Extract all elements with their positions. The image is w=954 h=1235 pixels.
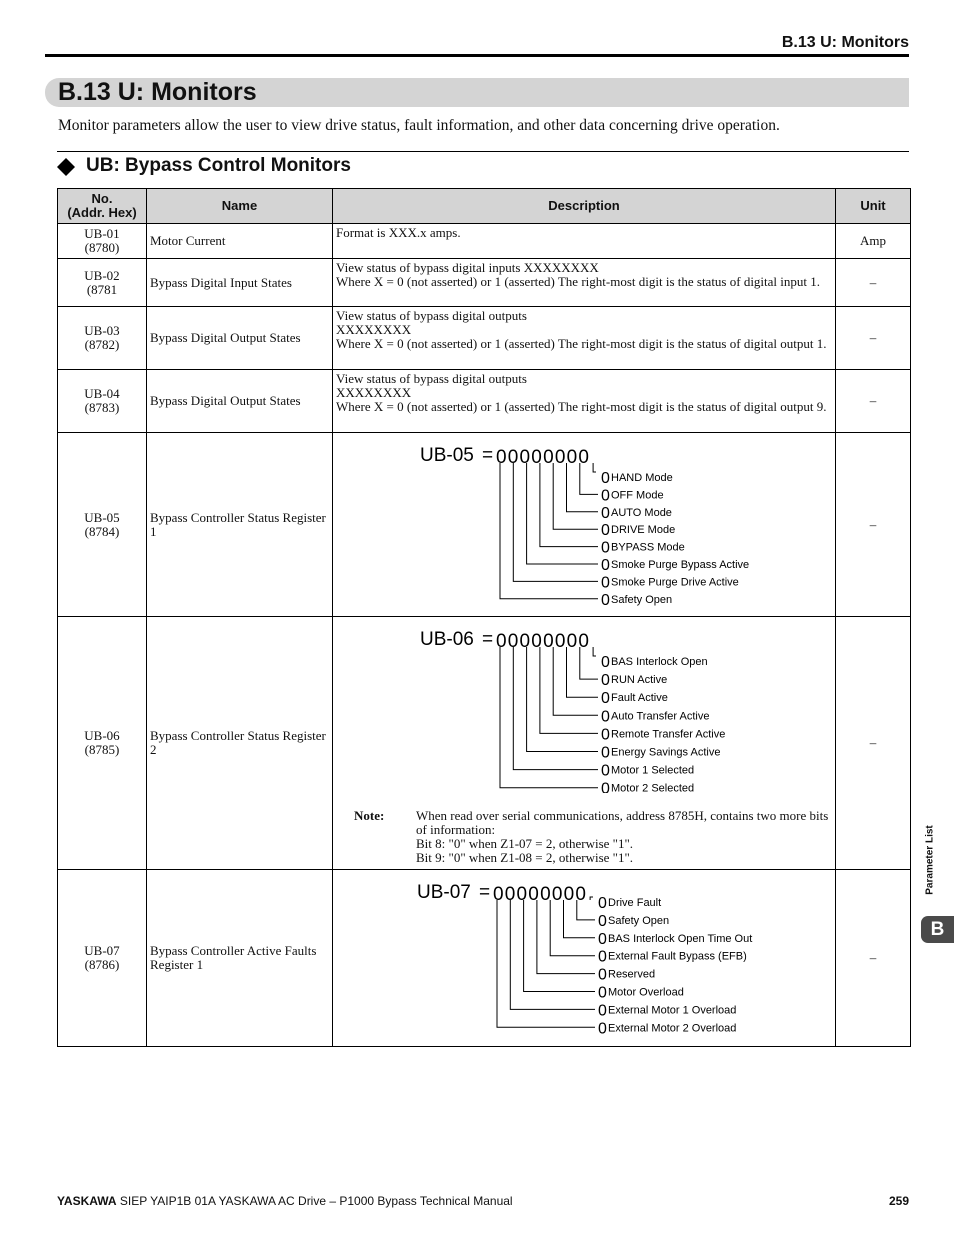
bit-leader xyxy=(527,647,598,752)
bit-value: 0 xyxy=(601,522,610,540)
register-digits: 00000000 xyxy=(493,884,588,905)
param-description: View status of bypass digital outputs XXXXXXXX Where X = 0 (not asserted) or 1 (asserted) The right-most digit is the status of digital output 1. xyxy=(333,307,836,370)
table-row xyxy=(58,307,911,370)
param-number: UB-06 (8785) xyxy=(58,617,147,870)
param-description: View status of bypass digital outputs XXXXXXXX Where X = 0 (not asserted) or 1 (asserted) The right-most digit is the status of digital output 9. xyxy=(333,370,836,433)
param-name: Bypass Digital Output States xyxy=(147,370,333,433)
bit-leader xyxy=(510,900,595,1009)
bit-value: 0 xyxy=(601,557,610,574)
header-rule xyxy=(45,54,909,57)
note-label: Note: xyxy=(354,808,385,823)
param-unit: – xyxy=(836,617,911,870)
param-name: Bypass Digital Output States xyxy=(147,307,333,370)
bit-label: DRIVE Mode xyxy=(611,524,676,537)
bit-label: OFF Mode xyxy=(611,489,664,502)
bit-value: 0 xyxy=(598,1002,607,1020)
bit-leader xyxy=(500,463,598,599)
bit-value: 0 xyxy=(598,895,607,912)
param-number: UB-04 (8783) xyxy=(58,370,147,433)
bit-leader xyxy=(524,900,595,992)
bit-label: BYPASS Mode xyxy=(611,541,685,554)
bit-label: Energy Savings Active xyxy=(611,746,721,759)
parameter-table xyxy=(57,188,911,1047)
bit-label: Safety Open xyxy=(611,593,673,606)
page-number: 259 xyxy=(888,1194,909,1208)
bit-leader xyxy=(590,897,593,900)
footer xyxy=(57,1194,909,1208)
bit-value: 0 xyxy=(601,591,610,609)
table-row xyxy=(58,224,911,259)
bit-value: 0 xyxy=(601,504,610,522)
bit-label: Smoke Purge Bypass Active xyxy=(611,559,750,571)
bit-leader xyxy=(550,900,595,956)
bit-diagram-ub-05 xyxy=(336,435,833,613)
bit-label: Drive Fault xyxy=(608,897,662,909)
param-unit: – xyxy=(836,307,911,370)
bit-label: HAND Mode xyxy=(611,472,673,484)
register-label: UB-06 xyxy=(420,629,474,650)
bit-leader xyxy=(540,647,598,733)
bit-value: 0 xyxy=(598,966,607,984)
register-equals: = xyxy=(482,629,494,650)
bit-value: 0 xyxy=(598,912,607,930)
bit-value: 0 xyxy=(601,487,610,505)
param-description xyxy=(333,433,836,617)
bit-leader xyxy=(553,647,598,715)
bit-label: Fault Active xyxy=(611,692,668,705)
param-number: UB-01 (8780) xyxy=(58,224,147,259)
bit-value: 0 xyxy=(601,574,610,592)
col-header-unit: Unit xyxy=(836,189,911,224)
bit-value: 0 xyxy=(601,654,610,671)
register-digits: 00000000 xyxy=(496,631,591,652)
register-label: UB-07 xyxy=(417,882,471,903)
bit-label: Remote Transfer Active xyxy=(611,728,726,741)
param-name: Bypass Controller Status Register 2 xyxy=(147,617,333,870)
bit-label: RUN Active xyxy=(611,674,668,687)
bit-label: Auto Transfer Active xyxy=(611,710,710,723)
col-header-description: Description xyxy=(333,189,836,224)
param-description xyxy=(333,617,836,870)
bit-value: 0 xyxy=(601,726,610,744)
bit-value: 0 xyxy=(601,780,610,793)
register-digits: 00000000 xyxy=(496,447,591,468)
bit-value: 0 xyxy=(601,672,610,690)
register-equals: = xyxy=(482,445,494,466)
side-tab-label: Parameter List xyxy=(924,825,936,895)
table-row xyxy=(58,433,911,617)
param-number: UB-03 (8782) xyxy=(58,307,147,370)
bit-value: 0 xyxy=(598,1020,607,1038)
table-row xyxy=(58,259,911,307)
bit-label: External Fault Bypass (EFB) xyxy=(608,950,747,963)
param-name: Bypass Controller Status Register 1 xyxy=(147,433,333,617)
bit-label: External Motor 1 Overload xyxy=(608,1004,737,1017)
bit-label: Motor 2 Selected xyxy=(611,782,695,793)
bit-label: Smoke Purge Drive Active xyxy=(611,576,739,589)
bit-label: AUTO Mode xyxy=(611,506,672,519)
bit-diagram-ub-06 xyxy=(336,619,833,793)
footer-brand: YASKAWA xyxy=(57,1194,117,1208)
bit-diagram-ub-07 xyxy=(336,872,833,1042)
param-description: Format is XXX.x amps. xyxy=(333,224,836,259)
side-tab-letter[interactable]: B xyxy=(921,916,954,943)
bit-value: 0 xyxy=(601,690,610,708)
subsection-title: UB: Bypass Control Monitors xyxy=(86,155,351,176)
table-row xyxy=(58,870,911,1047)
col-header-name: Name xyxy=(147,189,333,224)
bit-label: Motor 1 Selected xyxy=(611,764,695,777)
param-unit: – xyxy=(836,259,911,307)
param-unit: – xyxy=(836,870,911,1047)
param-unit: – xyxy=(836,370,911,433)
param-description xyxy=(333,870,836,1047)
intro-paragraph: Monitor parameters allow the user to view drive status, fault information, and other data concerning drive operation. xyxy=(58,117,780,134)
bit-label: Reserved xyxy=(608,968,656,981)
table-row xyxy=(58,370,911,433)
table-row xyxy=(58,617,911,870)
bit-label: BAS Interlock Open xyxy=(611,656,708,668)
param-name: Bypass Digital Input States xyxy=(147,259,333,307)
param-name: Bypass Controller Active Faults Register 1 xyxy=(147,870,333,1047)
col-header-no: No. (Addr. Hex) xyxy=(58,189,147,224)
table-header-row xyxy=(58,189,911,224)
bit-leader xyxy=(497,900,595,1027)
param-unit: Amp xyxy=(836,224,911,259)
bit-leader xyxy=(527,463,598,564)
diamond-bullet-icon xyxy=(56,157,76,177)
footer-manual-title: SIEP YAIP1B 01A YASKAWA AC Drive – P1000 Bypass Technical Manual xyxy=(119,1194,513,1208)
register-equals: = xyxy=(479,882,491,903)
note-body: When read over serial communications, address 8785H, contains two more bits of information: Bit 8: "0" when Z1-07 = 2, otherwise "1". Bit 9: "0" when Z1-08 = 2, otherwise "1". xyxy=(416,808,829,865)
bit-leader xyxy=(537,900,595,974)
param-name: Motor Current xyxy=(147,224,333,259)
bit-label: Motor Overload xyxy=(608,986,684,999)
bit-value: 0 xyxy=(598,948,607,966)
bit-value: 0 xyxy=(601,470,610,487)
bit-value: 0 xyxy=(601,744,610,762)
bit-label: BAS Interlock Open Time Out xyxy=(608,932,753,945)
note xyxy=(354,809,832,865)
bit-leader xyxy=(500,647,598,788)
running-header: B.13 U: Monitors xyxy=(781,34,909,51)
bit-leader xyxy=(540,463,598,547)
param-description: View status of bypass digital inputs XXXXXXXX Where X = 0 (not asserted) or 1 (asserted) The right-most digit is the status of digital input 1. xyxy=(333,259,836,307)
param-unit: – xyxy=(836,433,911,617)
bit-leader xyxy=(564,900,596,938)
bit-value: 0 xyxy=(601,708,610,726)
bit-value: 0 xyxy=(601,539,610,557)
bit-value: 0 xyxy=(598,984,607,1002)
register-label: UB-05 xyxy=(420,445,474,466)
param-number: UB-07 (8786) xyxy=(58,870,147,1047)
bit-leader xyxy=(593,647,596,656)
bit-leader xyxy=(593,463,596,472)
section-title: B.13 U: Monitors xyxy=(58,78,257,106)
bit-value: 0 xyxy=(601,762,610,780)
bit-label: Safety Open xyxy=(608,914,670,927)
bit-label: External Motor 2 Overload xyxy=(608,1022,737,1035)
param-number: UB-02 (8781 xyxy=(58,259,147,307)
param-number: UB-05 (8784) xyxy=(58,433,147,617)
bit-leader xyxy=(553,463,598,529)
subsection-rule xyxy=(57,151,909,152)
bit-value: 0 xyxy=(598,930,607,948)
